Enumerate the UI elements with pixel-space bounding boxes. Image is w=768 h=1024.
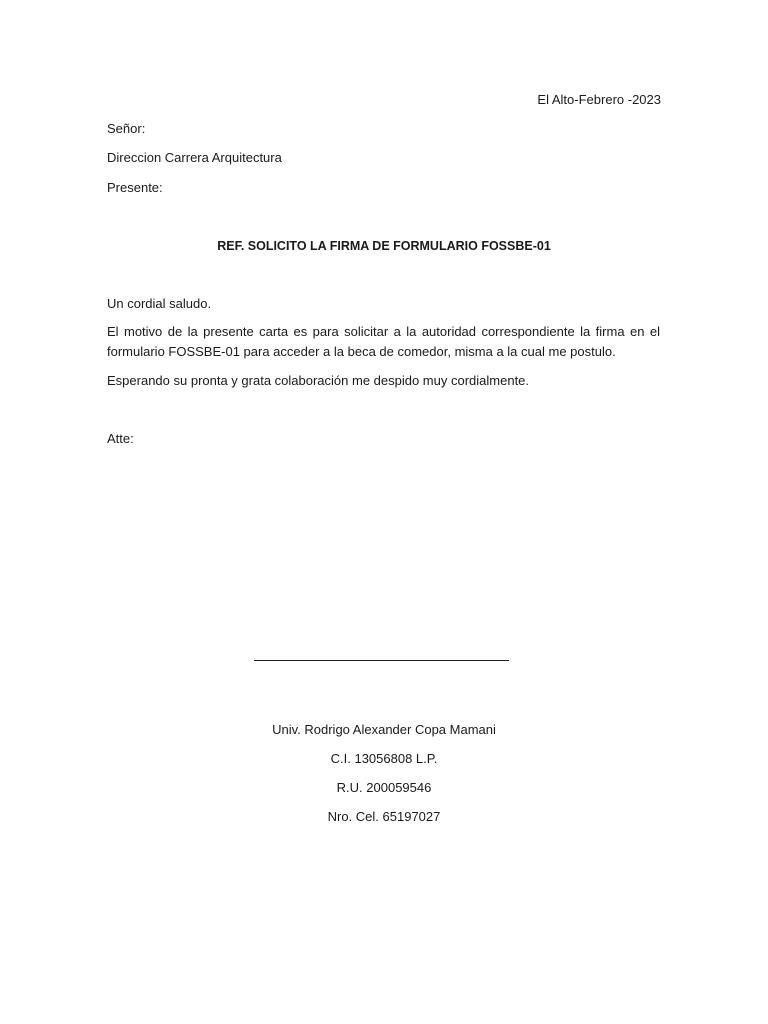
letter-date: El Alto-Febrero -2023 [537, 92, 661, 107]
signer-name: Univ. Rodrigo Alexander Copa Mamani [272, 722, 496, 737]
presente-label: Presente: [107, 180, 163, 195]
greeting: Un cordial saludo. [107, 296, 212, 311]
body-paragraph [107, 322, 660, 362]
recipient: Direccion Carrera Arquitectura [107, 150, 282, 165]
closing-paragraph: Esperando su pronta y grata colaboración me despido muy cordialmente. [107, 373, 530, 388]
body-line-1: El motivo de la presente carta es para solicitar a la autoridad correspondiente la firma en el [107, 324, 660, 339]
reference-heading: REF. SOLICITO LA FIRMA DE FORMULARIO FOSSBE-01 [217, 239, 551, 253]
salutation: Señor: [107, 121, 146, 136]
signature-line [254, 660, 509, 661]
atte-label: Atte: [107, 431, 134, 446]
body-line-2: formulario FOSSBE-01 para acceder a la beca de comedor, misma a la cual me postulo. [107, 344, 616, 359]
signer-ru: R.U. 200059546 [336, 780, 432, 795]
signer-ci: C.I. 13056808 L.P. [330, 751, 438, 766]
signer-phone: Nro. Cel. 65197027 [327, 809, 441, 824]
